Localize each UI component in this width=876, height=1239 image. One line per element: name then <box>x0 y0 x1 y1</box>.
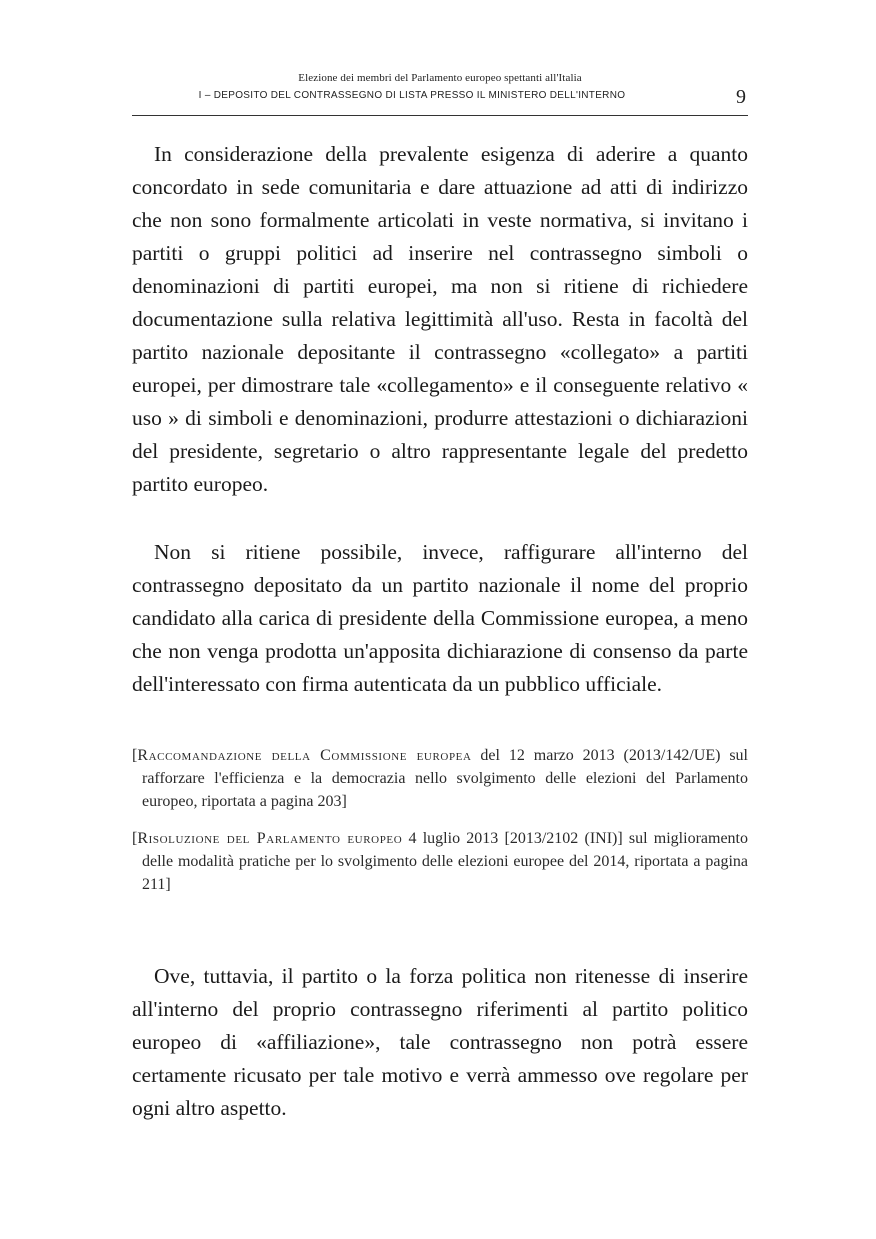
reference-1: [Raccomandazione della Commissione europea del 12 marzo 2013 (2013/142/UE) sul rafforzare l'efficienza e la democrazia nello svolgimento delle elezioni del Parlamento europeo, riportata a pagina 203] <box>132 747 748 810</box>
references-block <box>132 744 748 910</box>
body-text <box>132 138 748 501</box>
page-number: 9 <box>736 86 746 108</box>
reference-2-title: Risoluzione del Parlamento europeo <box>137 830 403 847</box>
header-rule <box>132 115 748 116</box>
section-title: I – DEPOSITO DEL CONTRASSEGNO DI LISTA PRESSO IL MINISTERO DELL'INTERNO <box>198 90 626 101</box>
reference-2: [Risoluzione del Parlamento europeo 4 luglio 2013 [2013/2102 (INI)] sul miglioramento delle modalità pratiche per lo svolgimento delle elezioni europee del 2014, riportata a pagina 211] <box>132 830 748 893</box>
body-text-2 <box>132 536 748 701</box>
paragraph-1: In considerazione della prevalente esigenza di aderire a quanto concordato in sede comunitaria e dare attuazione ad atti di indirizzo che non sono formalmente articolati in veste normativa, si invitano i partiti o gruppi politici ad inserire nel contrassegno simboli o denominazioni di partiti europei, ma non si ritiene di richiedere documentazione sulla relativa legittimità all'uso. Resta in facoltà del partito nazionale depositante il contrassegno «collegato» a partiti europei, per dimostrare tale «collegamento» e il conseguente relativo « uso » di simboli e denominazioni, produrre attestazioni o dichiarazioni del presidente, segretario o altro rappresentante legale del predetto partito europeo. <box>132 142 748 496</box>
paragraph-2: Non si ritiene possibile, invece, raffigurare all'interno del contrassegno depositato da un partito nazionale il nome del proprio candidato alla carica di presidente della Commissione europea, a meno che non venga prodotta un'apposita dichiarazione di consenso da parte dell'interessato con firma autenticata da un pubblico ufficiale. <box>132 540 748 696</box>
running-title: Elezione dei membri del Parlamento europeo spettanti all'Italia <box>298 72 582 84</box>
reference-1-text: del 12 marzo 2013 (2013/142/UE) sul rafforzare l'efficienza e la democrazia nello svolgimento delle elezioni del Parlamento europeo, riportata a pagina 203] <box>142 747 748 810</box>
reference-1-title: Raccomandazione della Commissione europea <box>137 747 472 764</box>
paragraph-3: Ove, tuttavia, il partito o la forza politica non ritenesse di inserire all'interno del proprio contrassegno riferimenti al partito politico europeo di «affiliazione», tale contrassegno non potrà essere certamente ricusato per tale motivo e verrà ammesso ove regolare per ogni altro aspetto. <box>132 964 748 1120</box>
body-text-3 <box>132 960 748 1125</box>
reference-2-text: 4 luglio 2013 [2013/2102 (INI)] sul miglioramento delle modalità pratiche per lo svolgimento delle elezioni europee del 2014, riportata a pagina 211] <box>142 830 748 893</box>
